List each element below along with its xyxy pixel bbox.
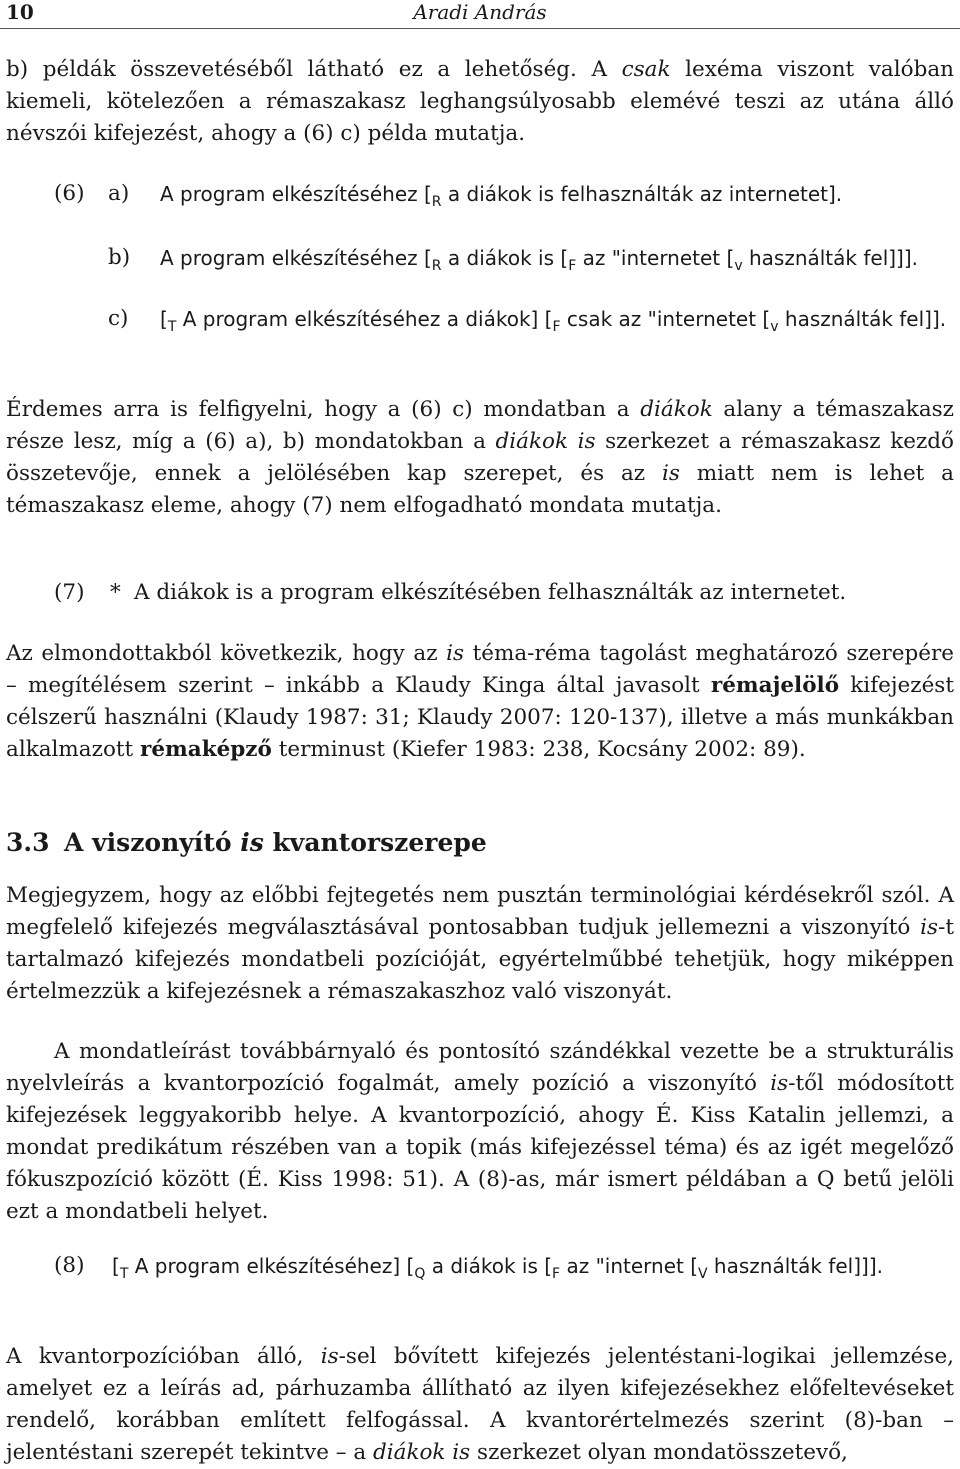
example-number: (8) [54, 1253, 85, 1278]
paragraph-1 [6, 54, 954, 150]
bold-term: rémajelölő [710, 673, 840, 698]
running-head-author: Aradi András [413, 0, 547, 24]
italic-term: is [320, 1344, 339, 1369]
italic-term: diákok is [495, 429, 596, 454]
section-heading: 3.3 A viszonyító is kvantorszerepe [6, 828, 487, 857]
paragraph-3: Az elmondottakból következik, hogy az is téma-réma tagolást meghatározó szerepére – megítélésem szerint – inkább a Klaudy Kinga által javasolt rémajelölő kifejezést célszerű használni (Klaudy 1987: 31; Klaudy 2007: 120-137), illetve a más munkákban alkalmazott rémaképző terminust (Kiefer 1983: 238, Kocsány 2002: 89). [6, 641, 954, 762]
page-number: 10 [6, 0, 34, 24]
section-number: 3.3 [6, 828, 50, 857]
example-letter: c) [108, 306, 129, 331]
text: b) példák összevetéséből látható ez a lehetőség. A [6, 57, 622, 82]
page-header [0, 0, 960, 29]
example-number: (7) [54, 580, 85, 605]
italic-term: diákok [640, 397, 713, 422]
example-7-text: A diákok is a program elkészítésében felhasználták az internetet. [134, 580, 847, 605]
paragraph-2: Érdemes arra is felfigyelni, hogy a (6) c) mondatban a diákok alany a témaszakasz része lesz, míg a (6) a), b) mondatokban a diákok is szerkezet a rémaszakasz kezdő összetevője, ennek a jelölésében kap szerepet, és az is miatt nem is lehet a témaszakasz eleme, ahogy (7) nem elfogadható mondata mutatja. [6, 397, 954, 518]
example-number: (6) [54, 181, 85, 206]
ungrammatical-star: * [110, 580, 121, 605]
example-8-text: [$_T$ A program elkészítéséhez] [$_Q$ a diákok is [$_F$ az "internet [$_V$ használták fel]]]. [112, 1254, 883, 1282]
example-letter: a) [108, 181, 130, 206]
italic-term: is [446, 641, 465, 666]
italic-term: is [770, 1071, 789, 1096]
example-6b-text: A program elkészítéséhez [$_R$ a diákok is [$_F$ az "internetet [$_v$ használták fel]]]. [160, 246, 919, 274]
example-letter: b) [108, 245, 131, 270]
italic-term: is [240, 828, 264, 857]
paragraph-4: Megjegyzem, hogy az előbbi fejtegetés nem pusztán terminológiai kérdésekről szól. A megfelelő kifejezés megválasztásával pontosabban tudjuk jellemezni a viszonyító is-t tartalmazó kifejezés mondatbeli pozícióját, egyértelműbbé tehetjük, hogy miképpen értelmezzük a kifejezésnek a rémaszakaszhoz való viszonyát. [6, 883, 954, 1004]
example-6a-text: A program elkészítéséhez [$_R$ a diákok is felhasználták az internetet]. [160, 182, 843, 210]
paragraph-5: A mondatleírást továbbárnyaló és pontosító szándékkal vezette be a strukturális nyelvleírás a kvantorpozíció fogalmát, amely pozíció a viszonyító is-től módosított kifejezések leggyakoribb helye. A kvantorpozíció, ahogy É. Kiss Katalin jellemzi, a mondat predikátum részében van a topik (más kifejezéssel téma) és az igét megelőző fókuszpozíció között (É. Kiss 1998: 51). A (8)-as, már ismert példában a Q betű jelöli ezt a mondatbeli helyet. [6, 1039, 955, 1224]
italic-term: is [920, 915, 939, 940]
italic-term: csak [621, 57, 671, 82]
text: lexéma viszont valóban kiemeli, kötelezően a rémaszakasz leghangsúlyosabb elemévé teszi az utána álló névszói kifejezést, ahogy a (6) c) példa mutatja. [6, 57, 954, 146]
bold-term: rémaképző [140, 737, 272, 762]
italic-term: diákok is [373, 1440, 471, 1465]
italic-term: is [661, 461, 680, 486]
example-6c-text: [$_T$ A program elkészítéséhez a diákok] [$_F$ csak az "internetet [$_v$ használták fel]]. [160, 307, 947, 335]
paragraph-6: A kvantorpozícióban álló, is-sel bővített kifejezés jelentéstani-logikai jellemzése, amelyet ez a leírás ad, párhuzamba állítható az ilyen kifejezésekhez előfeltevéseket rendelő, korábban említett felfogással. A kvantorértelmezés szerint (8)-ban – jelentéstani szerepét tekintve – a diákok is szerkezet olyan mondatösszetevő, [6, 1344, 955, 1465]
